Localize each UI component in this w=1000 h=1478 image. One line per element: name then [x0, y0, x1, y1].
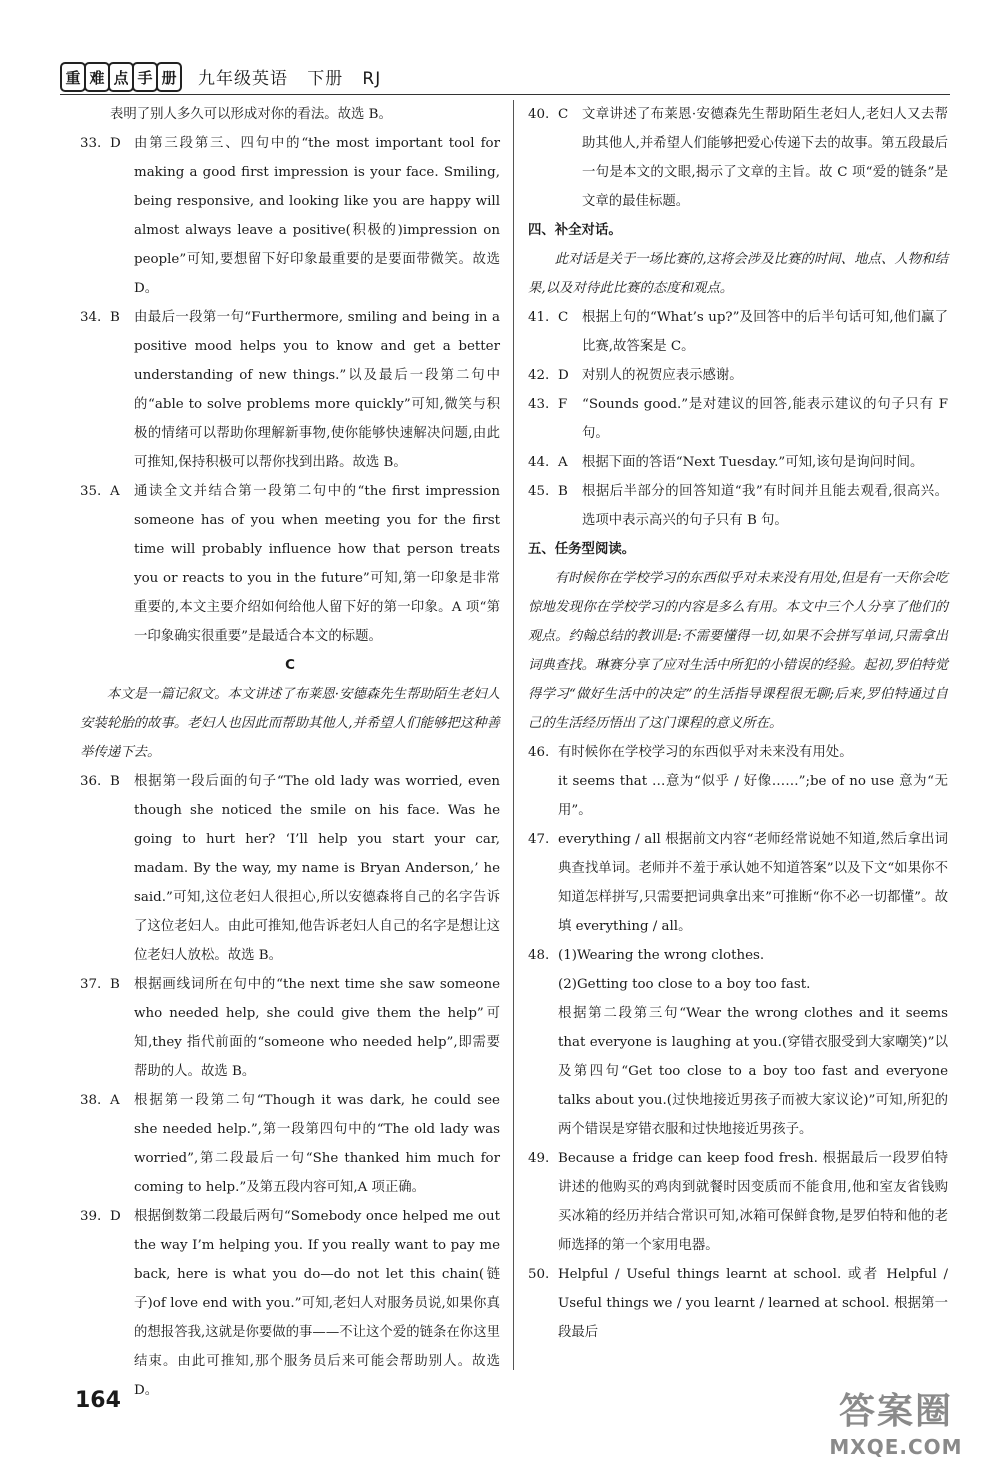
item-explanation [558, 941, 948, 1144]
section-4-title: 四、补全对话。 [528, 223, 622, 238]
item-explanation [558, 738, 948, 825]
answer-item-38 [80, 1086, 500, 1202]
item-answer: B [558, 484, 568, 499]
header-title: 九年级英语 下册 RJ [198, 69, 382, 89]
continued-text: 表明了别人多久可以形成对你的看法。故选 B。 [110, 107, 392, 122]
item-answer: A [558, 455, 568, 470]
answer-item-34 [80, 303, 500, 477]
item-number: 42. [528, 368, 550, 383]
item-answer: A [110, 484, 120, 499]
item-number: 49. [528, 1151, 550, 1166]
watermark-logo-text: 答案圈 [838, 1391, 953, 1432]
logo-char: 点 [108, 62, 134, 92]
item-answer: C [558, 107, 569, 122]
item-explanation: 根据上句的“What’s up?”及回答中的后半句话可知,他们赢了比赛,故答案是 C。 [582, 310, 948, 354]
item-number: 36. [80, 774, 102, 789]
item-number: 41. [528, 310, 550, 325]
item-number: 33. [80, 136, 102, 151]
item-explanation: 根据画线词所在句中的“the next time she saw someone who needed help, she could give them the help”可知,they 指代前面的“someone who needed help”,即需要帮助的人。故选 B。 [134, 977, 500, 1079]
item-answer: A [110, 1093, 120, 1108]
item-explanation: 根据倒数第二段最后两句“Somebody once helped me out the way I’m helping you. If you really want to pay me back, here is what you do—do not let this chain(链子)of love end with you.”可知,老妇人对服务员说,如果你真的想报答我,这就是你要做的事——不让这个爱的链条在你这里结束。由此可推知,那个服务员后来可能会帮助别人。故选 D。 [134, 1209, 500, 1398]
answer-item-33 [80, 129, 500, 303]
answer-item-48 [528, 941, 948, 1144]
logo-char: 册 [156, 62, 182, 92]
left-column [80, 100, 500, 1405]
section-c-summary: 本文是一篇记叙文。本文讲述了布莱恩·安德森先生帮助陌生老妇人安装轮胎的故事。老妇人也因此而帮助其他人,并希望人们能够把这种善举传递下去。 [80, 687, 500, 760]
item-explanation: everything / all 根据前文内容“老师经常说她不知道,然后拿出词典查找单词。老师并不羞于承认她不知道答案”以及下文“如果你不知道怎样拼写,只需要把词典拿出来”可推断“你不必一切都懂”。故填 everything / all。 [558, 832, 948, 934]
answer-item-44 [528, 448, 948, 477]
item-answer: D [110, 136, 121, 151]
item-explanation: 由第三段第三、四句中的“the most important tool for making a good first impression is your face. Smiling, being responsive, and looking like you are happy will almost always leave a positive(积极的)impression on people”可知,要想留下好印象最重要的是要面带微笑。故选 D。 [134, 136, 500, 296]
item-number: 43. [528, 397, 550, 412]
item-explanation: 根据下面的答语“Next Tuesday.”可知,该句是询问时间。 [582, 455, 924, 470]
item-number: 47. [528, 832, 550, 847]
item-number: 50. [528, 1267, 550, 1282]
item-answer: B [110, 310, 120, 325]
logo-char: 难 [84, 62, 110, 92]
answer-item-35 [80, 477, 500, 651]
section-5-summary: 有时候你在学校学习的东西似乎对未来没有用处,但是有一天你会吃惊地发现你在学校学习的内容是多么有用。本文中三个人分享了他们的观点。约翰总结的教训是:不需要懂得一切,如果不会拼写单词,只需拿出词典查找。琳赛分享了应对生活中所犯的小错误的经验。起初,罗伯特觉得学习“做好生活中的决定”的生活指导课程很无聊;后来,罗伯特通过自己的生活经历悟出了这门课程的意义所在。 [528, 571, 948, 731]
item-number: 45. [528, 484, 550, 499]
item-answer: B [110, 774, 120, 789]
answer-item-46 [528, 738, 948, 825]
item-explanation: 通读全文并结合第一段第二句中的“the first impression someone has of you when meeting you for the first time will probably influence how that person treats you or reacts to you in the future”可知,第一印象是非常重要的,本文主要介绍如何给他人留下好的第一印象。A 项“第一印象确实很重要”是最适合本文的标题。 [134, 484, 500, 644]
item-answer: D [558, 368, 569, 383]
item-explanation: 对别人的祝贺应表示感谢。 [582, 368, 743, 383]
item-translation: 有时候你在学校学习的东西似乎对未来没有用处。 [558, 745, 853, 760]
watermark-domain: MXQE.COM [829, 1435, 963, 1459]
column-divider [513, 100, 514, 1370]
item-answer: D [110, 1209, 121, 1224]
item-note: it seems that …意为“似乎 / 好像……”;be of no use 意为“无用”。 [558, 774, 948, 818]
answer-item-37 [80, 970, 500, 1086]
item-answer-line-1: (1)Wearing the wrong clothes. [558, 948, 765, 963]
right-column [528, 100, 948, 1347]
answer-item-47 [528, 825, 948, 941]
item-explanation: 文章讲述了布莱恩·安德森先生帮助陌生老妇人,老妇人又去帮助其他人,并希望人们能够把爱心传递下去的故事。第五段最后一句是本文的文眼,揭示了文章的主旨。故 C 项“爱的链条”是文章的最佳标题。 [582, 107, 948, 209]
item-number: 34. [80, 310, 102, 325]
answer-item-49 [528, 1144, 948, 1260]
page-number: 164 [75, 1388, 121, 1413]
logo-char: 重 [60, 62, 86, 92]
section-5-title: 五、任务型阅读。 [528, 542, 636, 557]
answer-item-36 [80, 767, 500, 970]
answer-item-50 [528, 1260, 948, 1347]
item-number: 38. [80, 1093, 102, 1108]
answer-item-40 [528, 100, 948, 216]
item-explanation: “Sounds good.”是对建议的回答,能表示建议的句子只有 F 句。 [582, 397, 948, 441]
answer-item-45 [528, 477, 948, 535]
item-number: 39. [80, 1209, 102, 1224]
answer-item-43 [528, 390, 948, 448]
answer-item-39 [80, 1202, 500, 1405]
item-number: 40. [528, 107, 550, 122]
answer-item-41 [528, 303, 948, 361]
item-answer-line-2: (2)Getting too close to a boy too fast. [558, 977, 811, 992]
item-number: 46. [528, 745, 550, 760]
answer-item-42 [528, 361, 948, 390]
item-number: 37. [80, 977, 102, 992]
section-c-title: C [285, 658, 295, 673]
item-number: 44. [528, 455, 550, 470]
item-number: 48. [528, 948, 550, 963]
item-explanation: Helpful / Useful things learnt at school. 或者 Helpful / Useful things we / you learnt / learned at school. 根据第一段最后 [558, 1267, 948, 1340]
item-answer: C [558, 310, 569, 325]
header-rule [60, 94, 950, 95]
item-explanation: 由最后一段第一句“Furthermore, smiling and being in a positive mood helps you to know and get a better understanding of new things.”以及最后一段第二句中的“able to solve problems more quickly”可知,微笑与积极的情绪可以帮助你理解新事物,使你能够快速解决问题,由此可推知,保持积极可以帮你找到出路。故选 B。 [134, 310, 500, 470]
item-explanation: 根据第一段第二句“Though it was dark, he could see she needed help.”,第一段第四句中的“The old lady was worried”,第二段最后一句“She thanked him much for coming to help.”及第五段内容可知,A 项正确。 [134, 1093, 500, 1195]
item-answer: B [110, 977, 120, 992]
item-answer: F [558, 397, 568, 412]
item-explanation: Because a fridge can keep food fresh. 根据最后一段罗伯特讲述的他购买的鸡肉到就餐时因变质而不能食用,他和室友省钱购买冰箱的经历并结合常识可知,冰箱可保鲜食物,是罗伯特和他的老师选择的第一个家用电器。 [558, 1151, 948, 1253]
item-explanation: 根据后半部分的回答知道“我”有时间并且能去观看,很高兴。选项中表示高兴的句子只有 B 句。 [582, 484, 948, 528]
page-header [60, 60, 950, 96]
section-4-summary: 此对话是关于一场比赛的,这将会涉及比赛的时间、地点、人物和结果,以及对待此比赛的态度和观点。 [528, 252, 948, 296]
item-explanation: 根据第一段后面的句子“The old lady was worried, even though she noticed the smile on his face. Was he going to hurt her? ‘I’ll help you start your car, madam. By the way, my name is Bryan Anderson,’ he said.”可知,这位老妇人很担心,所以安德森将自己的名字告诉了这位老妇人。由此可推知,他告诉老妇人自己的名字是想让这位老妇人放松。故选 B。 [134, 774, 500, 963]
logo-char: 手 [132, 62, 158, 92]
site-watermark [816, 1390, 976, 1474]
book-series-logo [60, 62, 180, 90]
item-number: 35. [80, 484, 102, 499]
item-explanation-text: 根据第二段第三句“Wear the wrong clothes and it seems that everyone is laughing at you.(穿错衣服受到大家嘲笑)”以及第四句“Get too close to a boy too fast and everyone talks about you.(过快地接近男孩子而被大家议论)”可知,所犯的两个错误是穿错衣服和过快地接近男孩子。 [558, 1006, 948, 1137]
